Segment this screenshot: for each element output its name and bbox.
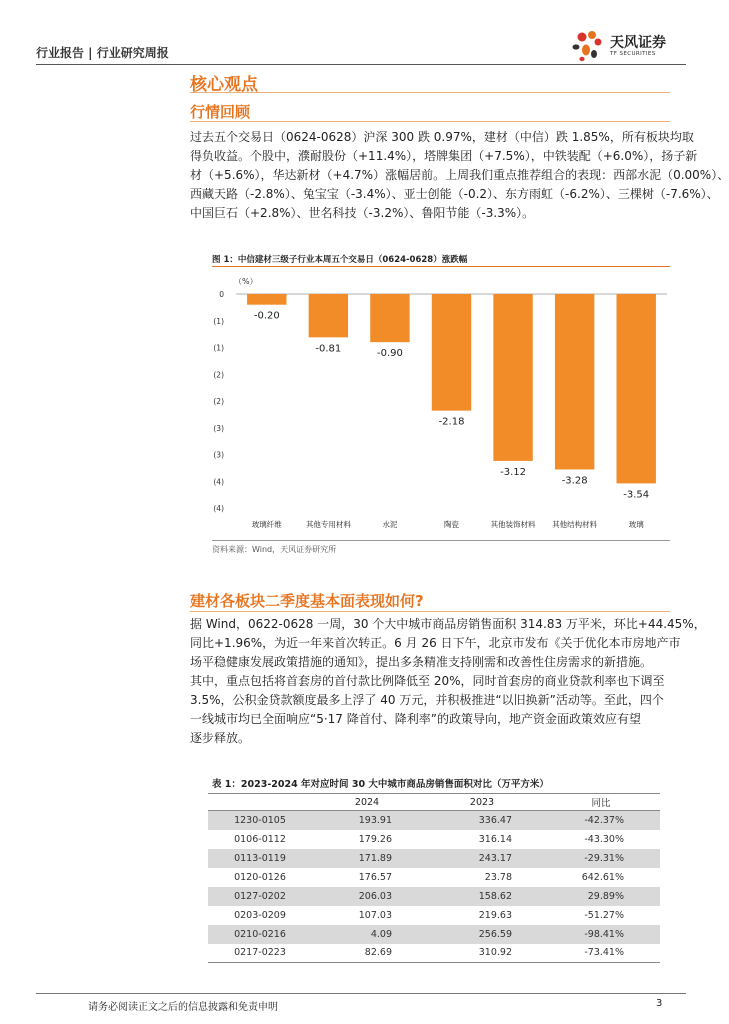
table-cell: 316.14 <box>478 833 512 845</box>
table-cell: 0210-0216 <box>208 925 312 944</box>
paragraph-line: 据 Wind，0622-0628 一周，30 个大中城市商品房销售面积 314.83 万平米，环比+44.45%， <box>190 617 706 631</box>
paragraph-line: 其中，重点包括将首套房的首付款比例降低至 20%，同时首套房的商业贷款利率也下调至 <box>190 674 665 688</box>
paragraph-line: 同比+1.96%，为近一年来首次转正。6 月 26 日下午，北京市发布《关于优化本市房地产市 <box>190 636 681 650</box>
chart-bar <box>247 294 286 305</box>
table-cell: 243.17 <box>422 849 542 868</box>
bar-value-label: -2.18 <box>438 416 465 428</box>
table-cell: -51.27% <box>584 909 624 921</box>
table-cell: 0217-0223 <box>208 944 312 963</box>
paragraph-line: 场平稳健康发展政策措施的通知》，提出多条精准支持刚需和改善性住房需求的新措施。 <box>190 655 653 669</box>
company-logo <box>568 28 678 66</box>
chart-bar <box>432 294 471 411</box>
paragraph-line: 逐步释放。 <box>190 731 251 745</box>
section2-heading: 建材各板块二季度基本面表现如何? <box>190 592 424 610</box>
table-cell: 219.63 <box>478 909 512 921</box>
table-cell: 0127-0202 <box>208 887 312 906</box>
table-cell: 1230-0105 <box>208 811 312 830</box>
y-tick-label: (2) <box>213 397 224 406</box>
chart-bar <box>493 294 532 461</box>
table-cell: 0203-0209 <box>234 909 286 921</box>
table-cell: 0106-0112 <box>234 833 286 845</box>
x-tick-label: 其他装饰材料 <box>490 520 536 529</box>
table-row <box>208 868 660 887</box>
x-tick-label: 玻璃 <box>628 520 644 529</box>
table-title: 表 1：2023-2024 年对应时间 30 大中城市商品房销售面积对比（万平方米） <box>212 779 549 790</box>
table-row <box>208 887 660 906</box>
table-cell: 336.47 <box>422 811 542 830</box>
y-axis-unit-label: （%） <box>234 277 258 286</box>
table-row <box>208 849 660 868</box>
paragraph-line: 中国巨石（+2.8%）、世名科技（-3.2%）、鲁阳节能（-3.3%）。 <box>190 206 535 220</box>
core-view-underline <box>190 92 670 93</box>
table-row <box>208 944 660 963</box>
table-cell: 82.69 <box>312 944 422 963</box>
table-cell: 206.03 <box>312 887 422 906</box>
chart-bar <box>555 294 594 469</box>
paragraph-line: 材（+5.6%），华达新材（+4.7%）涨幅居前。上周我们重点推荐组合的表现：西部水泥（0.00%）、 <box>190 168 729 182</box>
y-tick-label: (2) <box>213 370 224 380</box>
y-tick-label: (1) <box>213 343 224 353</box>
x-tick-label: 其他专用材料 <box>305 520 351 529</box>
paragraph-line: 过去五个交易日（0624-0628）沪深 300 跌 0.97%，建材（中信）跌 1.85%，所有板块均取 <box>190 130 694 144</box>
table-cell: 4.09 <box>312 925 422 944</box>
table-cell: 171.89 <box>312 849 422 868</box>
chart-bar <box>309 294 348 337</box>
table-cell: -29.31% <box>542 849 660 868</box>
fundamentals-paragraph <box>190 615 706 748</box>
table-cell: 0120-0126 <box>234 871 286 883</box>
table-cell: 29.89% <box>542 887 660 906</box>
table-row <box>208 830 660 849</box>
table-cell: 179.26 <box>358 833 392 845</box>
table-header-cell: 2024 <box>312 794 422 811</box>
x-tick-label: 水泥 <box>382 520 398 529</box>
table-row <box>208 906 660 925</box>
chart-bar <box>617 294 656 483</box>
table-cell: 256.59 <box>422 925 542 944</box>
market-review-paragraph <box>190 128 729 223</box>
brand-name: 天风证券 <box>610 35 666 51</box>
bar-value-label: -0.81 <box>315 343 342 355</box>
table-cell: 23.78 <box>484 871 512 883</box>
y-tick-label: (3) <box>213 423 224 433</box>
y-tick-label: 0 <box>219 290 224 299</box>
table-cell: -42.37% <box>542 811 660 830</box>
table-cell: 158.62 <box>422 887 542 906</box>
figure-title: 图 1：中信建材三级子行业本周五个交易日（0624-0628）涨跌幅 <box>212 255 468 265</box>
paragraph-line: 一线城市均已全面响应“5·17 降首付、降利率”的政策导向，地产资金面政策效应有望 <box>190 712 641 726</box>
footer-rule <box>36 993 686 994</box>
chart-bar <box>370 294 409 342</box>
x-tick-label: 陶瓷 <box>444 520 459 529</box>
footer-disclaimer: 请务必阅读正文之后的信息披露和免责申明 <box>88 1002 278 1013</box>
paragraph-line: 得负收益。个股中，濮耐股份（+11.4%），塔牌集团（+7.5%），中铁装配（+6.0%），扬子新 <box>190 149 698 163</box>
core-view-heading: 核心观点 <box>190 75 258 95</box>
logo-mark-icon <box>568 28 608 64</box>
paragraph-line: 西藏天路（-2.8%）、兔宝宝（-3.4%）、亚士创能（-0.2）、东方雨虹（-6.2%）、三棵树（-7.6%）、 <box>190 187 719 201</box>
market-review-underline <box>190 121 670 122</box>
figure-bottom-rule <box>212 540 670 541</box>
table-cell: 176.57 <box>358 871 392 883</box>
y-tick-label: (4) <box>213 504 224 513</box>
paragraph-line: 3.5%，公积金贷款额度最多上浮了 40 万元，并积极推进“以旧换新”活动等。至此，四个 <box>190 693 664 707</box>
bar-value-label: -3.12 <box>500 466 527 478</box>
table-header-cell: 2023 <box>422 794 542 811</box>
bar-value-label: -3.28 <box>561 475 588 487</box>
figure-top-rule <box>212 266 670 267</box>
x-tick-label: 其他结构材料 <box>552 520 598 529</box>
x-tick-label: 玻璃纤维 <box>251 520 282 529</box>
table-row <box>208 811 660 830</box>
bar-value-label: -0.20 <box>253 310 280 322</box>
bar-value-label: -3.54 <box>623 489 650 501</box>
market-review-heading: 行情回顾 <box>190 103 251 121</box>
document-type: 行业报告 | 行业研究周报 <box>36 46 169 60</box>
table-header-cell: 同比 <box>542 794 660 811</box>
table-cell: 107.03 <box>358 909 392 921</box>
table-header-row <box>208 794 660 811</box>
figure-source: 资料来源：Wind，天风证券研究所 <box>212 545 337 554</box>
bar-value-label: -0.90 <box>376 348 403 360</box>
table-cell: 310.92 <box>422 944 542 963</box>
table-cell: 0113-0119 <box>208 849 312 868</box>
y-tick-label: (4) <box>213 477 224 487</box>
table-cell: -98.41% <box>542 925 660 944</box>
table-cell: 193.91 <box>312 811 422 830</box>
section2-underline <box>190 611 670 612</box>
y-tick-label: (3) <box>213 450 224 460</box>
sales-area-table <box>208 793 660 963</box>
y-tick-label: (1) <box>213 316 224 326</box>
table-cell: 642.61% <box>581 871 624 883</box>
table-cell: -73.41% <box>542 944 660 963</box>
table-cell: -43.30% <box>584 833 624 845</box>
table-header-cell <box>208 794 312 811</box>
page-number: 3 <box>656 998 663 1009</box>
table-row <box>208 925 660 944</box>
brand-name-en: TF SECURITIES <box>610 51 656 57</box>
bar-chart <box>212 268 672 540</box>
